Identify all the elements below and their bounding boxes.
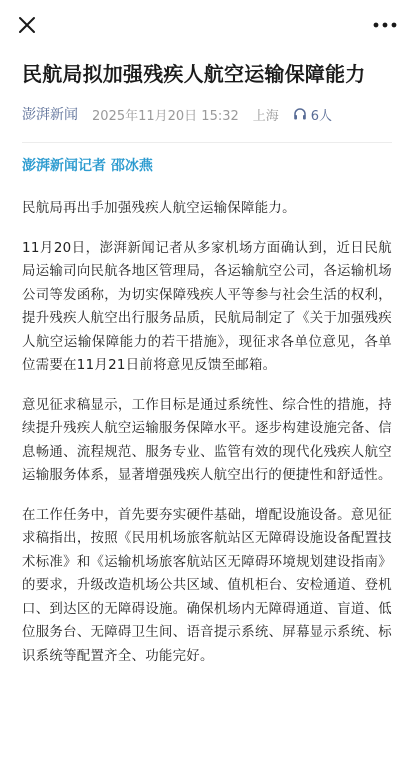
more-icon: [373, 22, 397, 28]
reporter-byline: 澎湃新闻记者 邵冰燕: [22, 158, 153, 174]
paragraph: 在工作任务中，首先要夯实硬件基础，增配设施设备。意见征求稿指出，按照《民用机场旅客航站区无障碍设施设备配置技术标准》和《运输机场旅客航站区无障碍环境规划建设指南》的要求，升级改造机场公共区域、值机柜台、安检通道、登机口、到达区的无障碍设施。确保机场内无障碍通道、盲道、低位服务台、无障碍卫生间、语音提示系统、屏幕显示系统、标识系统等配置齐全、功能完好。: [22, 507, 392, 664]
paragraph: 11月20日，澎湃新闻记者从多家机场方面确认到，近日民航局运输司向民航各地区管理局，各运输航空公司，各运输机场公司等发函称，为切实保障残疾人平等参与社会生活的权利，提升残疾人航空出行服务品质，民航局制定了《关于加强残疾人航空运输保障能力的若干措施》，现征求各单位意见，各单位需要在11月21日前将意见反馈至邮箱。: [22, 240, 392, 373]
article-body: [22, 197, 392, 668]
source-link[interactable]: 澎湃新闻: [22, 107, 78, 123]
publish-date: 2025年11月20日 15:32: [92, 108, 239, 124]
close-button[interactable]: [14, 12, 40, 38]
article-meta: [22, 104, 392, 124]
more-button[interactable]: [370, 12, 400, 38]
top-bar: [0, 0, 414, 52]
article-title: 民航局拟加强残疾人航空运输保障能力: [22, 62, 366, 86]
close-icon: [18, 16, 36, 34]
location: 上海: [252, 108, 279, 124]
listen-count: 6人: [310, 108, 333, 124]
paragraph: 民航局再出手加强残疾人航空运输保障能力。: [22, 201, 296, 216]
paragraph: 意见征求稿显示，工作目标是通过系统性、综合性的措施，持续提升残疾人航空运输服务保障水平。逐步构建设施完备、信息畅通、流程规范、服务专业、监管有效的现代化残疾人航空运输服务体系，显著增强残疾人航空出行的便捷性和舒适性。: [22, 397, 392, 483]
headphones-icon: [293, 107, 307, 121]
divider: [22, 142, 392, 143]
listen-button[interactable]: [293, 105, 332, 124]
